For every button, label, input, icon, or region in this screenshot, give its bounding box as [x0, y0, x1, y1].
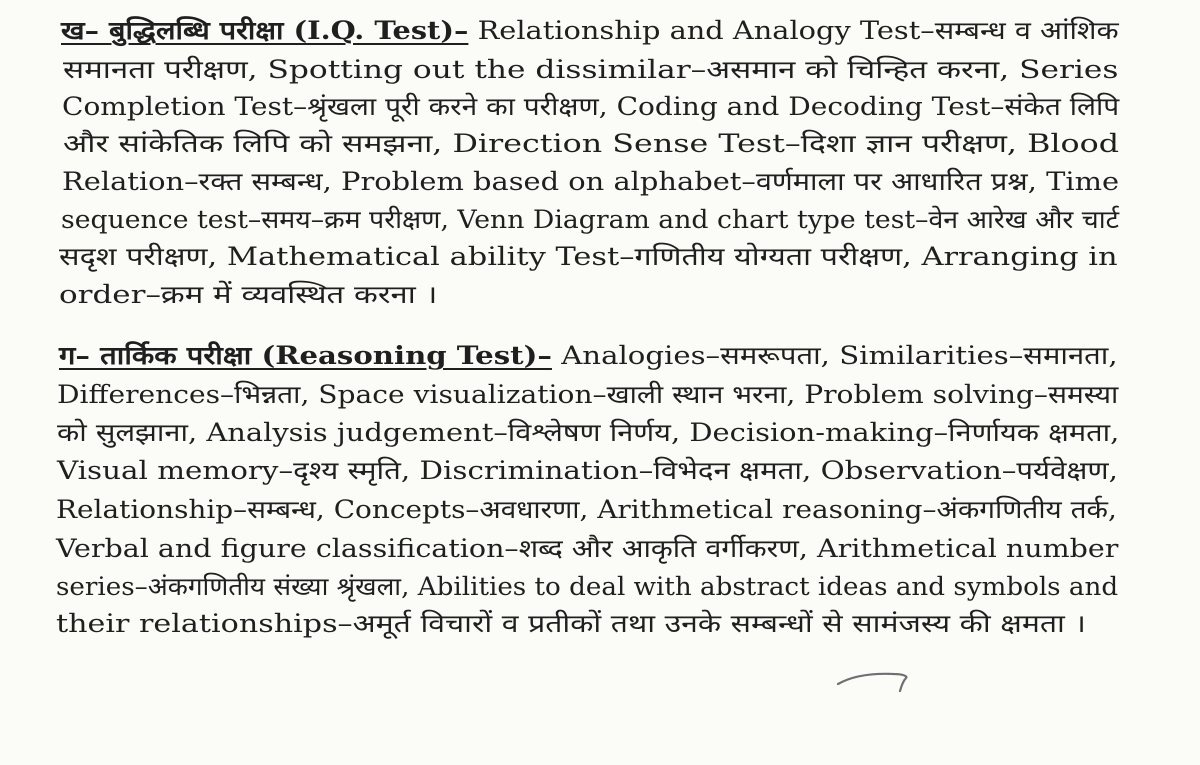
section-kha-line-1-text: Relationship and Analogy Test–सम्बन्ध व आंशिक: [468, 16, 1119, 45]
section-ga-line-7: series–अंकगणितीय संख्या श्रृंखला, Abilities to deal with abstract ideas and symbols and: [56, 572, 1119, 601]
section-ga-line-1-text: Analogies–समरूपता, Similarities–समानता,: [551, 341, 1118, 370]
section-ga-heading: ग– तार्किक परीक्षा (Reasoning Test)–: [59, 341, 552, 370]
handwritten-mark-icon: [836, 660, 914, 694]
section-kha-line-8: order–क्रम में व्यवस्थित करना ।: [59, 280, 438, 309]
section-ga-line-2: Differences–भिन्नता, Space visualization–खाली स्थान भरना, Problem solving–समस्या: [57, 380, 1119, 409]
section-ga-line-1: [59, 343, 1118, 368]
section-kha-line-3: Completion Test–श्रृंखला पूरी करने का परीक्षण, Coding and Decoding Test–संकेत लिपि: [62, 92, 1120, 121]
section-ga-line-6: Verbal and figure classification–शब्द और आकृति वर्गीकरण, Arithmetical number: [56, 534, 1119, 563]
section-ga-line-4: Visual memory–दृश्य स्मृति, Discrimination–विभेदन क्षमता, Observation–पर्यवेक्षण,: [57, 456, 1118, 485]
section-ga-line-3: को सुलझाना, Analysis judgement–विश्लेषण निर्णय, Decision-making–निर्णायक क्षमता,: [57, 418, 1120, 447]
section-ga-line-5: Relationship–सम्बन्ध, Concepts–अवधारणा, Arithmetical reasoning–अंकगणितीय तर्क,: [56, 495, 1117, 524]
section-kha-line-5: Relation–रक्त सम्बन्ध, Problem based on alphabet–वर्णमाला पर आधारित प्रश्न, Time: [62, 167, 1120, 196]
section-ga-line-8: their relationships–अमूर्त विचारों व प्रतीकों तथा उनके सम्बन्धों से सामंजस्य की क्षमता ।: [56, 609, 1086, 638]
section-kha-line-2: समानता परीक्षण, Spotting out the dissimilar–असमान को चिन्हित करना, Series: [63, 55, 1119, 84]
section-kha-line-1: [61, 18, 1119, 43]
section-kha-line-4: और सांकेतिक लिपि को समझना, Direction Sense Test–दिशा ज्ञान परीक्षण, Blood: [63, 129, 1120, 158]
section-kha-line-7: सदृश परीक्षण, Mathematical ability Test–गणितीय योग्यता परीक्षण, Arranging in: [59, 242, 1118, 271]
section-kha-heading: ख– बुद्धिलब्धि परीक्षा (I.Q. Test)–: [61, 16, 469, 45]
section-kha-line-6: sequence test–समय–क्रम परीक्षण, Venn Diagram and chart type test–वेन आरेख और चार्ट: [61, 205, 1120, 234]
